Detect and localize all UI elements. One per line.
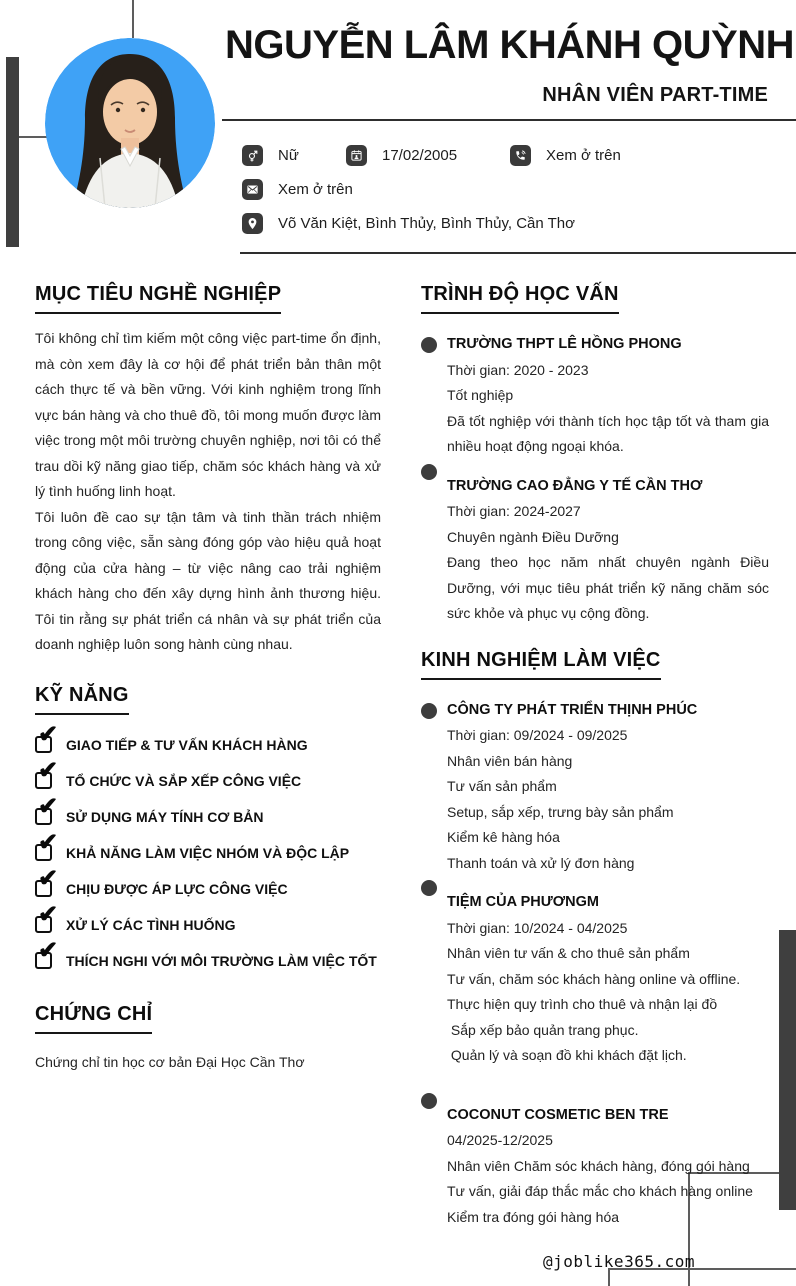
left-column — [35, 283, 381, 1070]
skill-item: ✔ CHỊU ĐƯỢC ÁP LỰC CÔNG VIỆC — [35, 871, 381, 907]
education-entry-title: TRƯỜNG THPT LÊ HỒNG PHONG — [447, 336, 682, 352]
experience-entry-line: Tư vấn, giải đáp thắc mắc cho khách hàng online — [447, 1183, 753, 1199]
contact-dob — [346, 145, 510, 166]
skill-item: ✔ THÍCH NGHI VỚI MÔI TRƯỜNG LÀM VIỆC TỐT — [35, 943, 381, 979]
decor-left-bar — [6, 57, 19, 247]
objective-paragraph: Tôi luôn đề cao sự tận tâm và tinh thần trách nhiệm trong công việc, sẵn sàng đóng góp vào hiệu quả hoạt động của cửa hàng – từ việc nâng cao trải nghiệm khách hàng cho đến xây dựng hình ảnh thương hiệu. Tôi tin rằng sự phát triển cá nhân và sự phát triển của doanh nghiệp luôn song hành cùng nhau. — [35, 508, 381, 652]
experience-entry-line: Kiểm kê hàng hóa — [447, 829, 560, 845]
education-entry-desc: Đang theo học năm nhất chuyên ngành Điều Dưỡng, với mục tiêu phát triển kỹ năng chăm sóc sức khỏe và phục vụ cộng đồng. — [447, 554, 769, 621]
phone-icon — [510, 145, 531, 166]
education-entry-line: Thời gian: 2024-2027 — [447, 503, 581, 519]
email-value: Xem ở trên — [278, 181, 353, 198]
header-rule-top — [222, 119, 796, 121]
checkmark-icon: ✔ — [38, 757, 59, 784]
experience-entry-line: Nhân viên Chăm sóc khách hàng, đóng gói hàng — [447, 1157, 750, 1174]
candidate-name: NGUYỄN LÂM KHÁNH QUỲNH — [225, 23, 794, 67]
bullet-icon — [421, 337, 437, 353]
checkmark-icon: ✔ — [38, 937, 59, 964]
experience-entry-line: Tư vấn, chăm sóc khách hàng online và offline. — [447, 970, 741, 987]
bullet-icon — [421, 1093, 437, 1109]
gender-value: Nữ — [278, 147, 299, 164]
checkmark-icon: ✔ — [38, 865, 59, 892]
contact-block — [242, 145, 782, 247]
experience-entry-line: Nhân viên bán hàng — [447, 752, 573, 769]
experience-entry-title: COCONUT COSMETIC BEN TRE — [447, 1106, 669, 1123]
checkbox-icon — [35, 937, 59, 969]
right-column — [421, 283, 769, 1230]
skills-heading: KỸ NĂNG — [35, 684, 129, 715]
experience-entry-line: Tư vấn sản phẩm — [447, 778, 557, 794]
decor-top-vertical-line — [132, 0, 134, 38]
gender-icon — [242, 145, 263, 166]
dob-value: 17/02/2005 — [382, 147, 458, 164]
experience-section — [421, 649, 769, 1231]
experience-heading: KINH NGHIỆM LÀM VIỆC — [421, 649, 661, 680]
contact-row-2 — [242, 179, 782, 200]
education-entry — [421, 332, 769, 460]
experience-entry-line: Thời gian: 10/2024 - 04/2025 — [447, 919, 628, 936]
contact-phone — [510, 145, 621, 166]
skill-item: ✔ GIAO TIẾP & TƯ VẤN KHÁCH HÀNG — [35, 727, 381, 763]
experience-entry — [421, 1103, 769, 1231]
checkbox-icon — [35, 901, 59, 933]
location-pin-icon — [242, 213, 263, 234]
education-entry-title: TRƯỜNG CAO ĐẲNG Y TẾ CẦN THƠ — [447, 477, 703, 494]
experience-entry — [421, 890, 769, 1069]
skill-item: ✔ XỬ LÝ CÁC TÌNH HUỐNG — [35, 907, 381, 943]
experience-entry-line: Kiểm tra đóng gói hàng hóa — [447, 1208, 620, 1225]
certificates-section — [35, 1003, 381, 1070]
education-entry-line: Tốt nghiệp — [447, 387, 514, 403]
education-entry — [421, 474, 769, 627]
profile-photo — [45, 38, 215, 208]
education-section — [421, 283, 769, 627]
experience-entry-line: Thời gian: 09/2024 - 09/2025 — [447, 727, 628, 743]
bullet-icon — [421, 703, 437, 719]
checkmark-icon: ✔ — [38, 793, 59, 820]
address-value: Võ Văn Kiệt, Bình Thủy, Bình Thủy, Cần Thơ — [278, 215, 575, 232]
contact-email — [242, 179, 353, 200]
experience-entry-line: Thanh toán và xử lý đơn hàng — [447, 854, 635, 871]
education-entry-desc: Đã tốt nghiệp với thành tích học tập tốt và tham gia nhiều hoạt động ngoại khóa. — [447, 412, 769, 454]
experience-entry-line: Sắp xếp bảo quản trang phục. — [447, 1021, 639, 1038]
experience-entry-line: Thực hiện quy trình cho thuê và nhận lại đồ — [447, 996, 718, 1012]
profile-photo-illustration — [45, 38, 215, 208]
education-entry-line: Chuyên ngành Điều Dưỡng — [447, 528, 619, 545]
bullet-icon — [421, 880, 437, 896]
decor-right-bar — [779, 930, 796, 1210]
experience-entry-line: Nhân viên tư vấn & cho thuê sản phẩm — [447, 945, 690, 961]
contact-address — [242, 213, 575, 234]
contact-gender — [242, 145, 346, 166]
header-rule-bottom — [240, 252, 796, 254]
contact-row-3 — [242, 213, 782, 234]
objective-heading: MỤC TIÊU NGHỀ NGHIỆP — [35, 283, 281, 314]
phone-value: Xem ở trên — [546, 147, 621, 164]
job-title: NHÂN VIÊN PART-TIME — [542, 84, 768, 106]
experience-entry-line: 04/2025-12/2025 — [447, 1132, 553, 1148]
experience-entry-line: Quản lý và soạn đồ khi khách đặt lịch. — [447, 1047, 687, 1063]
skill-item: ✔ KHẢ NĂNG LÀM VIỆC NHÓM VÀ ĐỘC LẬP — [35, 835, 381, 871]
certificate-text: Chứng chỉ tin học cơ bản Đại Học Cần Thơ — [35, 1053, 305, 1070]
skill-item: ✔ SỬ DỤNG MÁY TÍNH CƠ BẢN — [35, 799, 381, 835]
checkbox-icon — [35, 829, 59, 861]
experience-entry-line: Setup, sắp xếp, trưng bày sản phẩm — [447, 803, 674, 820]
checkbox-icon — [35, 721, 59, 753]
education-entry-line: Thời gian: 2020 - 2023 — [447, 361, 589, 378]
contact-row-1 — [242, 145, 782, 166]
education-heading: TRÌNH ĐỘ HỌC VẤN — [421, 283, 619, 314]
calendar-icon — [346, 145, 367, 166]
experience-entry-title: TIỆM CỦA PHƯƠNGM — [447, 894, 599, 910]
mail-icon — [242, 179, 263, 200]
checkbox-icon — [35, 793, 59, 825]
experience-entry-title: CÔNG TY PHÁT TRIỂN THỊNH PHÚC — [447, 701, 698, 718]
bullet-icon — [421, 464, 437, 480]
watermark-text: @joblike365.com — [543, 1252, 695, 1271]
checkbox-icon — [35, 865, 59, 897]
objective-section — [35, 283, 381, 658]
experience-entry — [421, 698, 769, 877]
checkbox-icon — [35, 757, 59, 789]
skill-item: ✔ TỔ CHỨC VÀ SẮP XẾP CÔNG VIỆC — [35, 763, 381, 799]
checkmark-icon: ✔ — [38, 721, 59, 748]
objective-paragraph: Tôi không chỉ tìm kiếm một công việc part-time ổn định, mà còn xem đây là cơ hội để phát triển bản thân một cách thực tế và bền vững. Với kinh nghiệm trong lĩnh vực bán hàng và cho thuê đồ, tôi mong muốn được làm việc trong một môi trường chuyên nghiệp, nơi tôi có thể trau dồi kỹ năng giao tiếp, chăm sóc khách hàng và xử lý tình huống linh hoạt. — [35, 330, 381, 499]
skills-section — [35, 684, 381, 979]
certificates-heading: CHỨNG CHỈ — [35, 1003, 152, 1034]
checkmark-icon: ✔ — [38, 829, 59, 856]
checkmark-icon: ✔ — [38, 901, 59, 928]
decor-left-horizontal-line — [19, 136, 47, 138]
